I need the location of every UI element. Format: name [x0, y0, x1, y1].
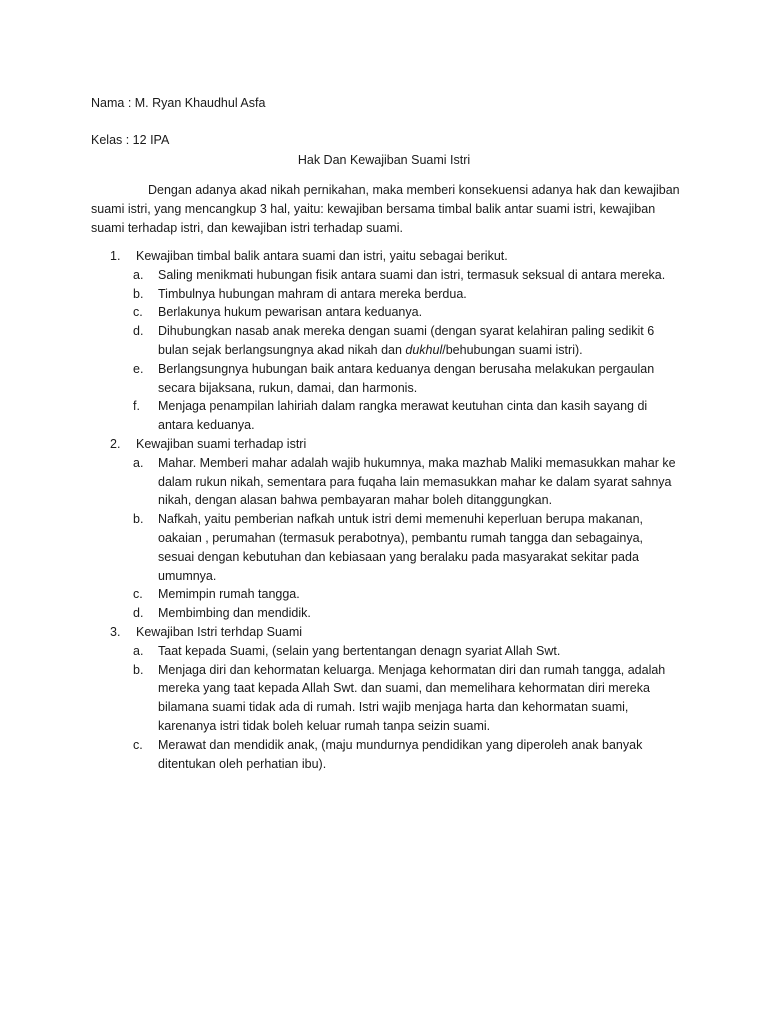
item-letter: d.	[133, 324, 144, 339]
list-item	[91, 454, 681, 510]
item-letter: a.	[133, 455, 144, 470]
item-text: Mahar. Memberi mahar adalah wajib hukumnya, maka mazhab Maliki memasukkan mahar ke dalam rukun nikah, sementara para fuqaha lain memasukkan mahar ke dalam syarat sahnya nikah, dengan alasan bahwa pembayaran mahar boleh ditanggungkan.	[158, 455, 676, 508]
item-letter: c.	[133, 737, 143, 752]
item-text: Menjaga penampilan lahiriah dalam rangka merawat keutuhan cinta dan kasih sayang di antara keduanya.	[158, 399, 648, 433]
student-class: Kelas : 12 IPA	[91, 133, 170, 147]
list-item	[91, 285, 681, 304]
list-item	[91, 736, 681, 774]
list-item	[91, 661, 681, 736]
item-text-after: /behubungan suami istri).	[442, 342, 583, 357]
document-title: Hak Dan Kewajiban Suami Istri	[297, 153, 471, 167]
item-text: Berlangsungnya hubungan baik antara keduanya dengan berusaha melakukan pergaulan secara bijaksana, rukun, damai, dan harmonis.	[158, 361, 655, 395]
item-text: Membimbing dan mendidik.	[158, 606, 311, 621]
section-1	[91, 247, 681, 266]
list-item	[91, 585, 681, 604]
list-item	[91, 397, 681, 435]
student-name: Nama : M. Ryan Khaudhul Asfa	[91, 96, 266, 110]
list-item	[91, 360, 681, 398]
section-heading: Kewajiban timbal balik antara suami dan istri, yaitu sebagai berikut.	[136, 249, 508, 263]
item-text-before: Dihubungkan nasab anak mereka dengan suami (dengan syarat kelahiran paling sedikit 6 bulan sejak berlangsungnya akad nikah dan	[158, 324, 655, 357]
section-3	[91, 623, 681, 642]
item-letter: c.	[133, 305, 143, 320]
obligations-list	[91, 247, 681, 773]
item-text: Taat kepada Suami, (selain yang bertentangan denagn syariat Allah Swt.	[158, 643, 561, 658]
item-text: Menjaga diri dan kehormatan keluarga. Menjaga kehormatan diri dan rumah tangga, adalah mereka yang taat kepada Allah Swt. dan suami, dan memelihara kehormatan diri mereka bilamana suami tidak ada di rumah. Istri wajib menjaga harta dan kehormatan suami, karenanya istri tidak boleh keluar rumah tanpa seizin suami.	[158, 662, 666, 733]
item-text: Memimpin rumah tangga.	[158, 587, 300, 602]
item-letter: a.	[133, 267, 144, 282]
list-item	[91, 642, 681, 661]
section-2	[91, 435, 681, 454]
item-text: Saling menikmati hubungan fisik antara suami dan istri, termasuk seksual di antara mereka.	[158, 267, 666, 282]
item-letter: d.	[133, 606, 144, 621]
item-text-italic: dukhul	[405, 342, 443, 357]
item-letter: b.	[133, 662, 144, 677]
item-letter: c.	[133, 587, 143, 602]
item-text: Nafkah, yaitu pemberian nafkah untuk istri demi memenuhi keperluan berupa makanan, oakaian , perumahan (termasuk perabotnya), pembantu rumah tangga dan sebagainya, sesuai dengan kebutuhan dan kebiasaan yang beralaku pada masyarakat sekitar pada umumnya.	[158, 512, 644, 583]
intro-paragraph: Dengan adanya akad nikah pernikahan, maka memberi konsekuensi adanya hak dan kewajiban suami istri, yang mencangkup 3 hal, yaitu: kewajiban bersama timbal balik antar suami istri, kewajiban suami terhadap istri, dan kewajiban istri terhadap suami.	[91, 183, 680, 235]
item-letter: f.	[133, 399, 140, 414]
list-item	[91, 303, 681, 322]
list-item	[91, 322, 681, 360]
item-letter: e.	[133, 361, 144, 376]
list-item	[91, 604, 681, 623]
section-heading: Kewajiban Istri terhdap Suami	[136, 624, 303, 639]
section-heading: Kewajiban suami terhadap istri	[136, 436, 307, 451]
item-letter: b.	[133, 512, 144, 527]
item-text: Merawat dan mendidik anak, (maju mundurnya pendidikan yang diperoleh anak banyak ditentukan oleh perhatian ibu).	[158, 737, 643, 771]
section-number: 2.	[110, 436, 121, 451]
item-letter: a.	[133, 643, 144, 658]
section-number: 1.	[110, 249, 121, 263]
item-letter: b.	[133, 286, 144, 301]
item-text: Berlakunya hukum pewarisan antara keduanya.	[158, 305, 423, 320]
item-text: Timbulnya hubungan mahram di antara mereka berdua.	[158, 286, 467, 301]
section-number: 3.	[110, 624, 121, 639]
list-item	[91, 266, 681, 285]
list-item	[91, 510, 681, 585]
